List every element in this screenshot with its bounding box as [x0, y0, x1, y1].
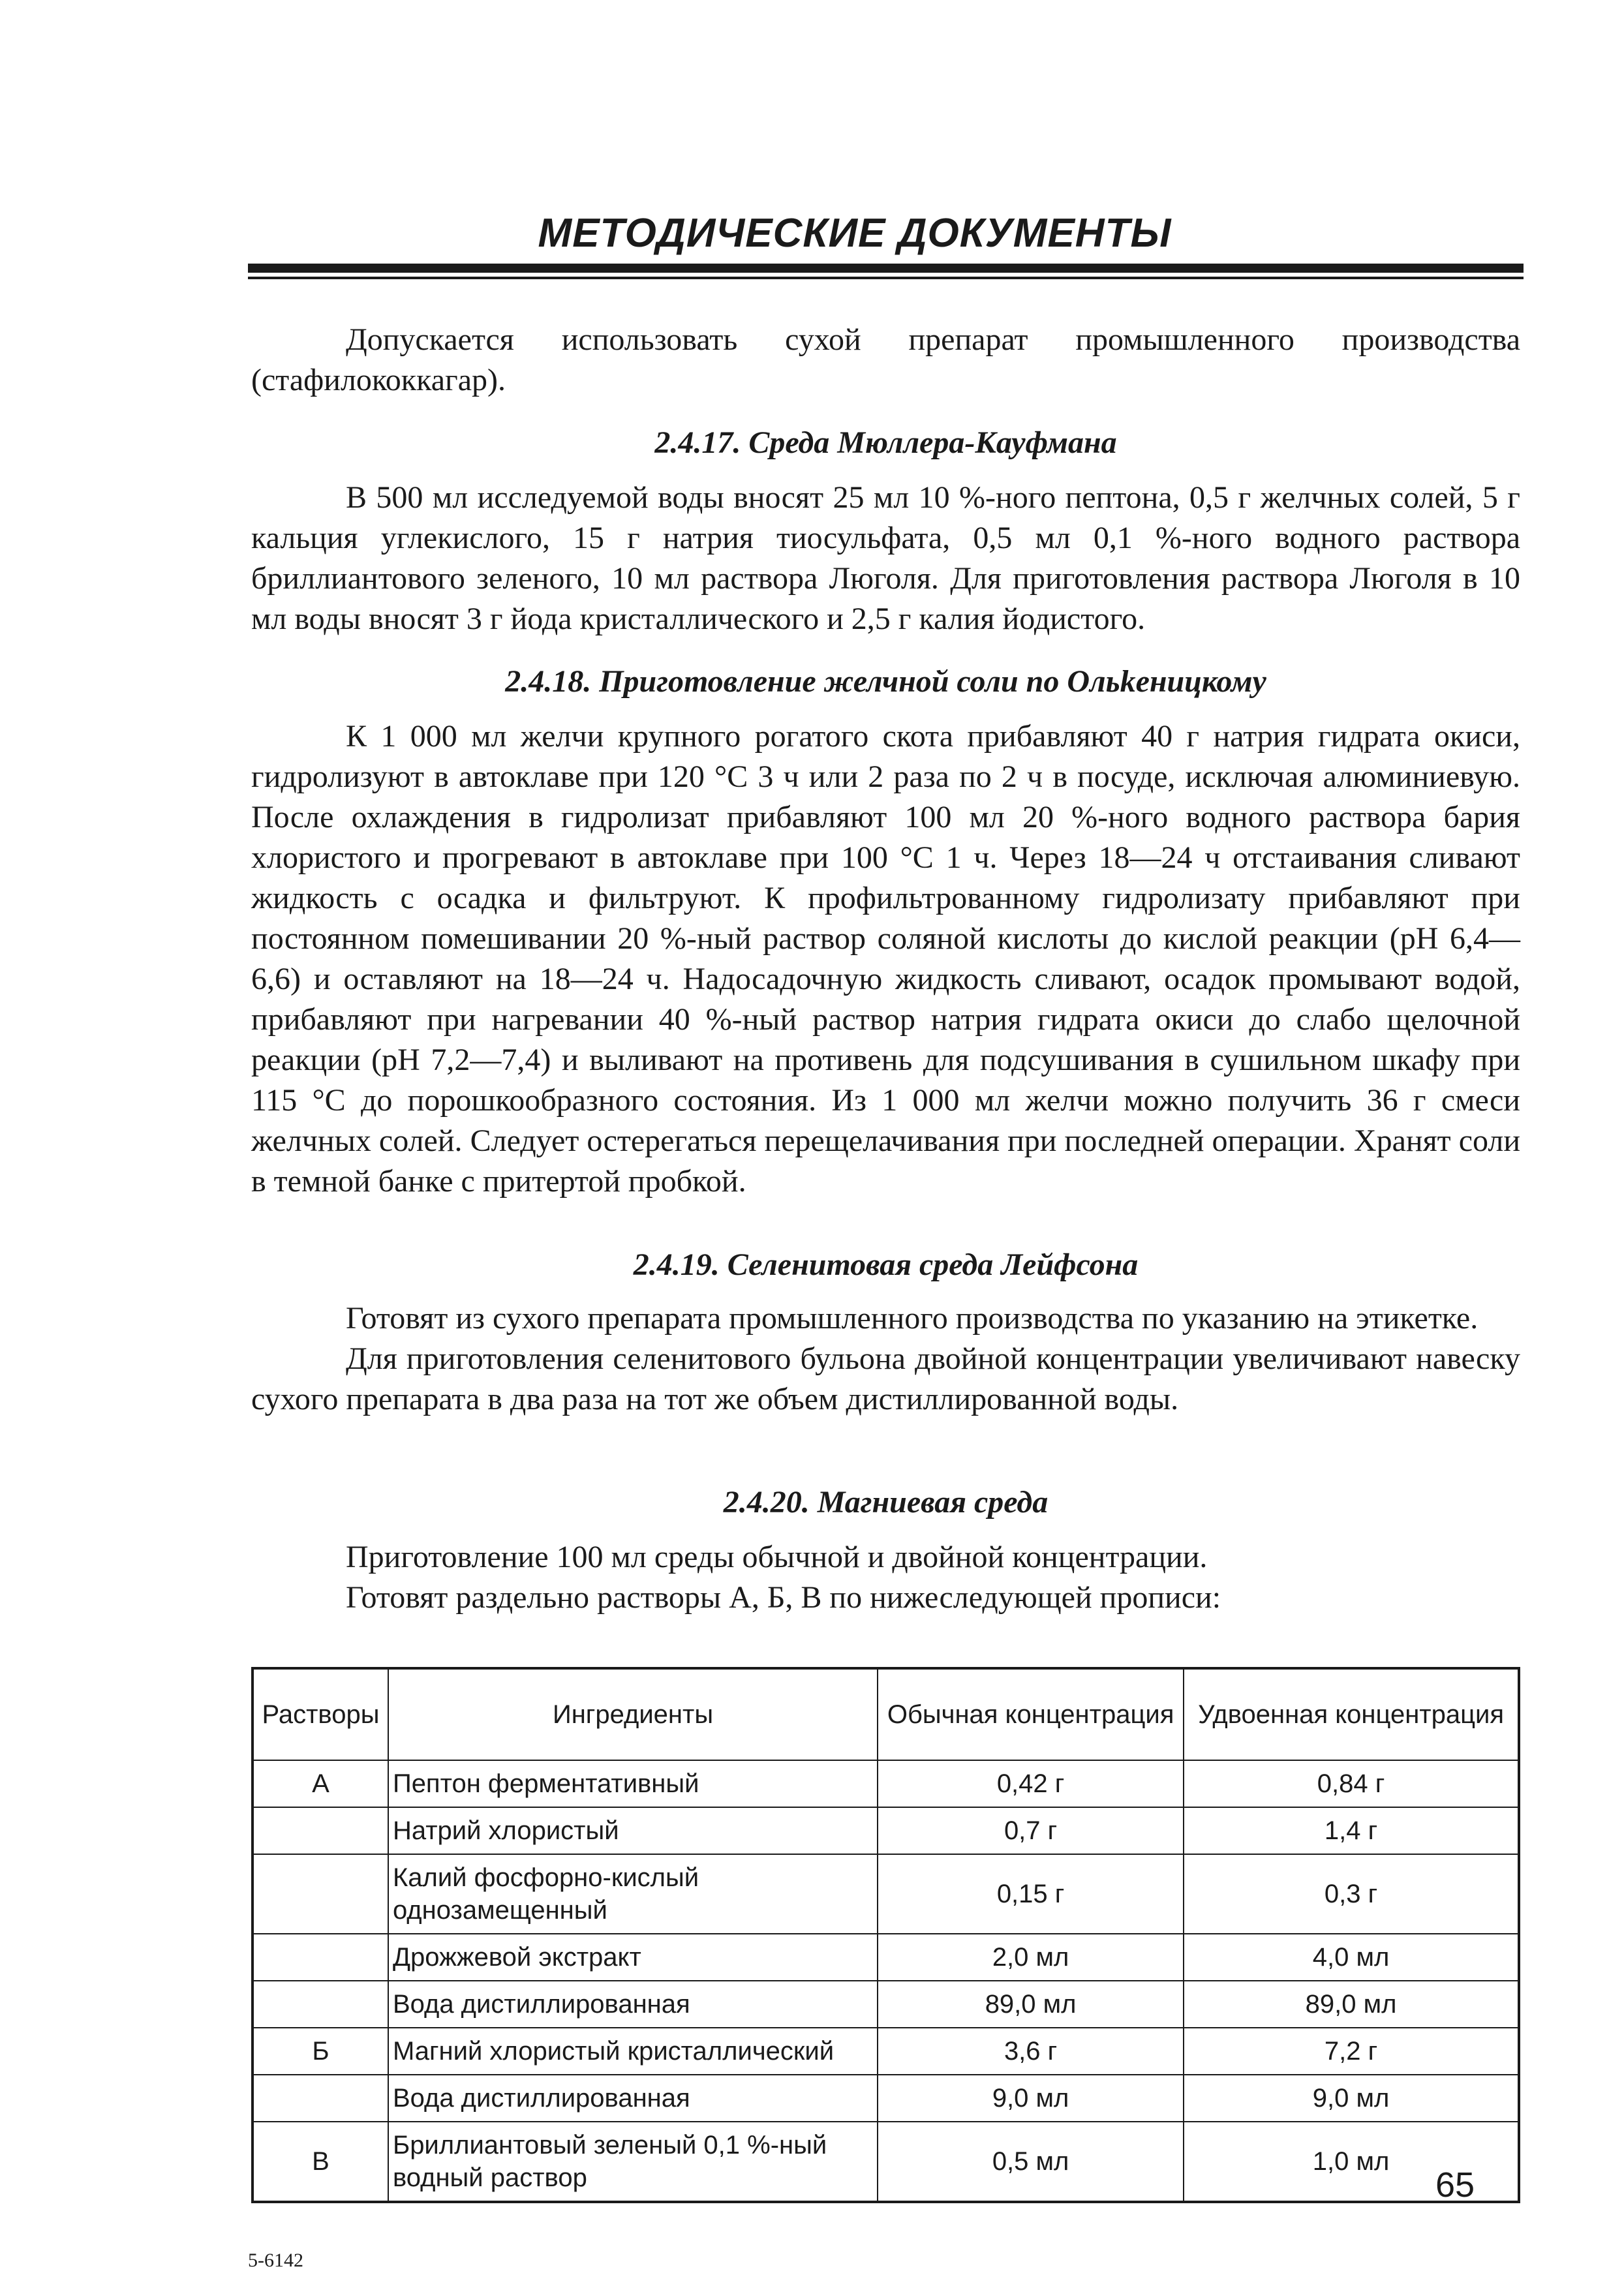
- section-heading-2-4-20: 2.4.20. Магниевая среда: [723, 1485, 1049, 1519]
- table-row: [253, 1854, 1519, 1934]
- table-cell: Магний хлористый кристаллический: [388, 2028, 878, 2075]
- table-cell: 0,84 г: [1184, 1760, 1519, 1807]
- table-cell: Вода дистиллированная: [388, 2075, 878, 2122]
- section-heading-2-4-19: 2.4.19. Селенитовая среда Лейфсона: [633, 1247, 1139, 1282]
- table-cell: 9,0 мл: [878, 2075, 1184, 2122]
- table-cell: Б: [253, 2028, 388, 2075]
- table-cell: 0,15 г: [878, 1854, 1184, 1934]
- section-text-2-4-20: [251, 1537, 1520, 1618]
- section-heading-2-4-17: 2.4.17. Среда Мюллера-Кауфмана: [654, 425, 1117, 460]
- table-cell: Натрий хлористый: [388, 1807, 878, 1854]
- table-header-cell: Обычная концентрация: [878, 1668, 1184, 1760]
- print-mark: 5-6142: [248, 2250, 303, 2271]
- table-cell: 3,6 г: [878, 2028, 1184, 2075]
- table-header-cell: Ингредиенты: [388, 1668, 878, 1760]
- table-cell: В: [253, 2122, 388, 2202]
- table-cell: 2,0 мл: [878, 1934, 1184, 1981]
- table-cell: Бриллиантовый зеленый 0,1 %-ный водный раствор: [388, 2122, 878, 2202]
- section-text-2-4-18: [251, 716, 1520, 1202]
- table-row: [253, 1760, 1519, 1807]
- table-cell: [253, 1854, 388, 1934]
- table-row: [253, 2122, 1519, 2202]
- table-cell: Пептон ферментативный: [388, 1760, 878, 1807]
- table-row: [253, 1934, 1519, 1981]
- table-cell: Дрожжевой экстракт: [388, 1934, 878, 1981]
- table-cell: 7,2 г: [1184, 2028, 1519, 2075]
- section-text-2-4-19: [251, 1298, 1520, 1420]
- table-cell: 1,4 г: [1184, 1807, 1519, 1854]
- table-cell: 4,0 мл: [1184, 1934, 1519, 1981]
- table-cell: 89,0 мл: [878, 1981, 1184, 2028]
- paragraph: К 1 000 мл желчи крупного рогатого скота прибавляют 40 г натрия гидрата окиси, гидролизуют в автоклаве при 120 °С 3 ч или 2 раза по 2 ч в посуде, исключая алюминиевую. После охлаждения в гидролизат прибавляют 100 мл 20 %-ного водного раствора бария хлористого и прогревают в автоклаве при 100 °С 1 ч. Через 18—24 ч отстаивания сливают жидкость с осадка и фильтруют. К профильтрованному гидролизату прибавляют при постоянном помешивании 20 %-ный раствор соляной кислоты до кислой реакции (рН 6,4—6,6) и оставляют на 18—24 ч. Надосадочную жидкость сливают, осадок промывают водой, прибавляют при нагревании 40 %-ный раствор натрия гидрата окиси до слабо щелочной реакции (рН 7,2—7,4) и выливают на противень для подсушивания в сушильном шкафу при 115 °С до порошкообразного состояния. Из 1 000 мл желчи можно получить 36 г смеси желчных солей. Следует остерегаться перещелачивания при последней операции. Хранят соли в темной банке с притертой пробкой.: [251, 719, 1520, 1198]
- table-header-row: [253, 1668, 1519, 1760]
- table-cell: 0,42 г: [878, 1760, 1184, 1807]
- table-cell: [253, 1807, 388, 1854]
- table-cell: 89,0 мл: [1184, 1981, 1519, 2028]
- table-row: [253, 1981, 1519, 2028]
- table-cell: 0,5 мл: [878, 2122, 1184, 2202]
- paragraph: Для приготовления селенитового бульона двойной концентрации увеличивают навеску сухого препарата в два раза на тот же объем дистиллированной воды.: [251, 1341, 1520, 1416]
- page-number: 65: [1435, 2165, 1475, 2205]
- page-header-title: МЕТОДИЧЕСКИЕ ДОКУМЕНТЫ: [538, 211, 1172, 256]
- intro-text: [251, 320, 1520, 401]
- paragraph: Приготовление 100 мл среды обычной и двойной концентрации.: [346, 1540, 1208, 1574]
- table-header-cell: Удвоенная концентрация: [1184, 1668, 1519, 1760]
- table-header-cell: Растворы: [253, 1668, 388, 1760]
- section-heading-2-4-18: 2.4.18. Приготовление желчной соли по Ольkеницкому: [505, 664, 1266, 699]
- table-cell: [253, 2075, 388, 2122]
- table-cell: А: [253, 1760, 388, 1807]
- table-cell: [253, 1934, 388, 1981]
- table-cell: 0,7 г: [878, 1807, 1184, 1854]
- recipe-table: [251, 1667, 1520, 2203]
- table-row: [253, 2028, 1519, 2075]
- table-cell: 0,3 г: [1184, 1854, 1519, 1934]
- table-row: [253, 1807, 1519, 1854]
- paragraph: Готовят из сухого препарата промышленного производства по указанию на этикетке.: [346, 1301, 1478, 1336]
- paragraph: Готовят раздельно растворы А, Б, В по нижеследующей прописи:: [346, 1580, 1221, 1615]
- intro-paragraph: Допускается использовать сухой препарат промышленного производства (стафилококкагар).: [251, 322, 1520, 397]
- table-cell: [253, 1981, 388, 2028]
- table-cell: 9,0 мл: [1184, 2075, 1519, 2122]
- table-cell: Вода дистиллированная: [388, 1981, 878, 2028]
- table-cell: 1,0 мл: [1184, 2122, 1519, 2202]
- paragraph: В 500 мл исследуемой воды вносят 25 мл 10 %-ного пептона, 0,5 г желчных солей, 5 г кальция углекислого, 15 г натрия тиосульфата, 0,5 мл 0,1 %-ного водного раствора бриллиантового зеленого, 10 мл раствора Люголя. Для приготовления раствора Люголя в 10 мл воды вносят 3 г йода кристаллического и 2,5 г калия йодистого.: [251, 480, 1520, 636]
- header-rule-thick: [248, 264, 1524, 273]
- header-rule-thin: [248, 277, 1524, 279]
- table-row: [253, 2075, 1519, 2122]
- section-text-2-4-17: [251, 478, 1520, 639]
- table-cell: Калий фосфорно-кислый однозамещенный: [388, 1854, 878, 1934]
